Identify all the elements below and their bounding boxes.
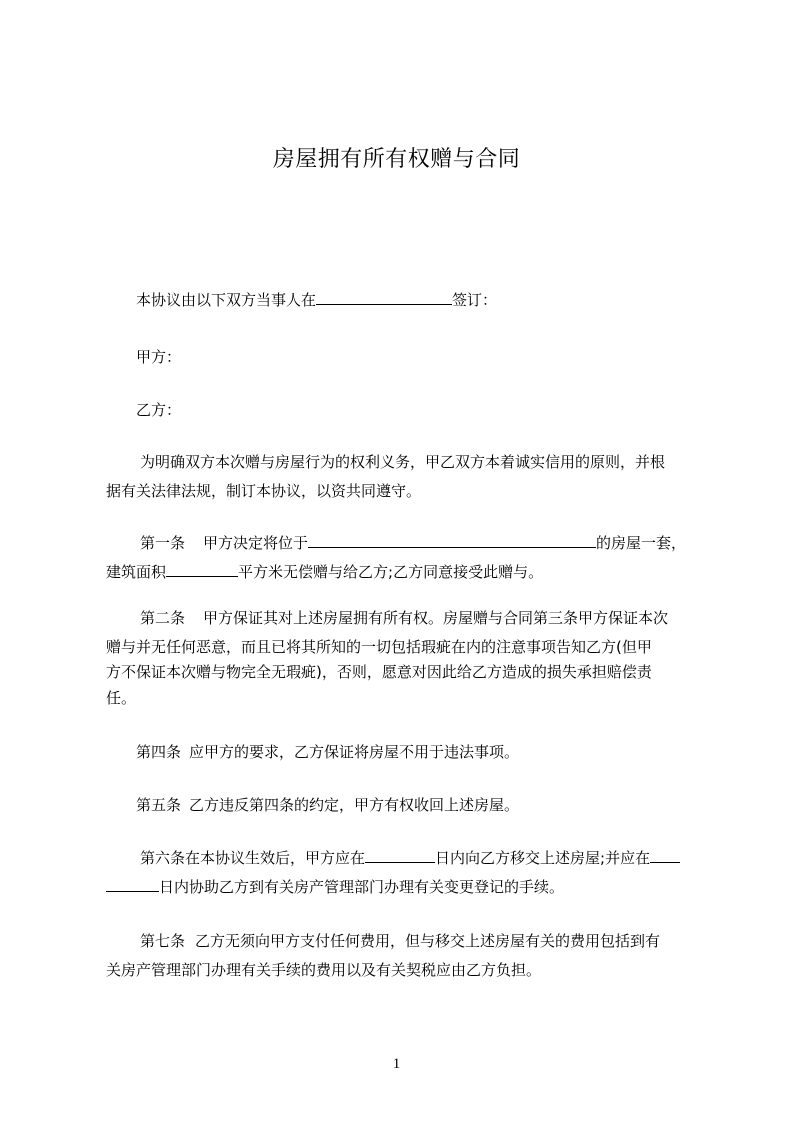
registration-days-blank-start[interactable] xyxy=(650,848,680,863)
article-7-line-1 xyxy=(140,931,740,951)
article-6-text: 第六条在本协议生效后，甲方应在 xyxy=(140,849,366,867)
registration-days-blank[interactable] xyxy=(106,877,159,892)
article-6-line-2 xyxy=(106,877,706,897)
party-a-label: 甲方： xyxy=(136,348,182,366)
article-1-text-end: 的房屋一套， xyxy=(596,534,687,552)
article-5-label: 第五条 xyxy=(136,796,182,814)
page-number: 1 xyxy=(392,1056,401,1072)
area-label: 建筑面积 xyxy=(106,563,167,581)
article-2-label: 第二条 xyxy=(140,609,186,627)
article-5-line xyxy=(136,795,736,815)
article-6-line-1 xyxy=(140,848,740,868)
intro-line xyxy=(136,290,736,310)
preamble-line-1: 为明确双方本次赠与房屋行为的权利义务，甲乙双方本着诚实信用的原则，并根 xyxy=(140,453,666,471)
article-2-line-2: 赠与并无任何恶意，而且已将其所知的一切包括瑕疵在内的注意事项告知乙方(但甲 xyxy=(106,638,652,656)
article-1-text: 甲方决定将位于 xyxy=(203,534,309,552)
area-text: 平方米无偿赠与给乙方;乙方同意接受此赠与。 xyxy=(238,563,544,581)
article-1-line-1 xyxy=(140,533,740,553)
house-location-blank[interactable] xyxy=(308,533,596,548)
article-7-line-2: 关房产管理部门办理有关手续的费用以及有关契税应由乙方负担。 xyxy=(106,961,542,979)
article-2-text: 甲方保证其对上述房屋拥有所有权。房屋赠与合同第三条甲方保证本次 xyxy=(203,609,669,627)
floor-area-blank[interactable] xyxy=(166,562,238,577)
party-b-label: 乙方： xyxy=(136,401,182,419)
intro-text: 本协议由以下双方当事人在 xyxy=(136,291,317,309)
intro-text-end: 签订： xyxy=(452,291,498,309)
signing-place-blank[interactable] xyxy=(316,290,452,305)
article-4-label: 第四条 xyxy=(136,743,182,761)
article-1-line-2 xyxy=(106,562,706,582)
article-2-line-3: 方不保证本次赠与物完全无瑕疵)，否则，愿意对因此给乙方造成的损失承担赔偿责 xyxy=(106,663,652,681)
article-4-line xyxy=(136,742,736,762)
document-title: 房屋拥有所有权赠与合同 xyxy=(272,147,521,172)
article-2-line-1 xyxy=(140,608,740,628)
handover-days-blank[interactable] xyxy=(365,848,435,863)
article-1-label: 第一条 xyxy=(140,534,186,552)
article-6-text-end: 日内协助乙方到有关房产管理部门办理有关变更登记的手续。 xyxy=(159,878,565,896)
preamble-line-2: 据有关法律法规，制订本协议，以资共同遵守。 xyxy=(106,482,422,500)
article-7-label: 第七条 xyxy=(140,932,186,950)
article-2-line-4: 任。 xyxy=(106,689,137,707)
article-7-text: 乙方无须向甲方支付任何费用，但与移交上述房屋有关的费用包括到有 xyxy=(195,932,661,950)
article-6-text-mid: 日内向乙方移交上述房屋;并应在 xyxy=(435,849,651,867)
article-5-text: 乙方违反第四条的约定，甲方有权收回上述房屋。 xyxy=(189,796,520,814)
article-4-text: 应甲方的要求，乙方保证将房屋不用于违法事项。 xyxy=(189,743,520,761)
